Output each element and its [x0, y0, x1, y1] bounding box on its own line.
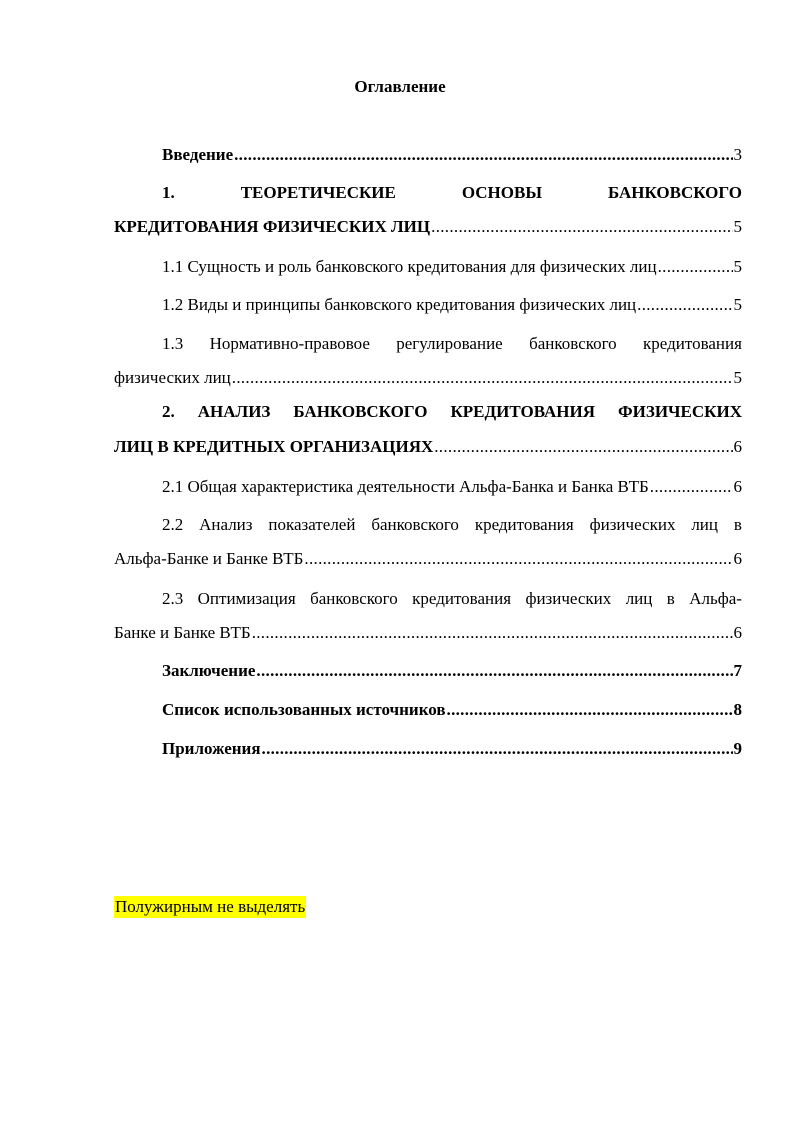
toc-entry-appendices[interactable] — [114, 734, 742, 768]
dot-leader — [262, 734, 733, 764]
toc-entry-page: 6 — [733, 623, 742, 642]
word: БАНКОВСКОГО — [293, 402, 428, 421]
toc-entry-2-3-line1[interactable] — [114, 584, 742, 618]
dot-leader — [658, 252, 733, 282]
word: регулирование — [396, 334, 503, 353]
toc-entry-chapter-2-line1[interactable] — [114, 397, 742, 432]
word: 2. — [162, 402, 175, 421]
toc-entry-2-2-line2[interactable] — [114, 544, 742, 584]
word: банковского — [371, 515, 459, 534]
word: Оптимизация — [197, 589, 296, 608]
toc-entry-page: 9 — [733, 739, 742, 758]
word: 2.2 — [162, 515, 184, 534]
word: 2.3 — [162, 589, 184, 608]
dot-leader — [637, 290, 732, 320]
word: ФИЗИЧЕСКИХ — [618, 402, 742, 421]
dot-leader — [434, 432, 732, 462]
toc-entry-text: 1.1 Сущность и роль банковского кредитования для физических лиц — [162, 257, 657, 276]
toc-entry-1-1[interactable] — [114, 252, 742, 290]
word: кредитования — [643, 334, 742, 353]
word: ОСНОВЫ — [461, 183, 543, 202]
word: банковского — [310, 589, 398, 608]
word: КРЕДИТОВАНИЯ — [450, 402, 596, 421]
toc-entry-introduction[interactable] — [114, 140, 742, 178]
table-of-contents — [114, 140, 742, 768]
word: Альфа- — [689, 589, 742, 608]
word: лиц — [691, 515, 719, 534]
toc-entry-text: Банке и Банке ВТБ — [114, 623, 251, 642]
word: 1. — [162, 183, 175, 202]
word: БАНКОВСКОГО — [607, 183, 742, 202]
word: в — [666, 589, 675, 608]
toc-entry-1-3-line1[interactable] — [114, 329, 742, 363]
toc-entry-text: Альфа-Банке и Банке ВТБ — [114, 549, 304, 568]
word: банковского — [529, 334, 617, 353]
toc-entry-text: КРЕДИТОВАНИЯ ФИЗИЧЕСКИХ ЛИЦ — [114, 217, 431, 236]
toc-entry-page: 5 — [733, 295, 742, 314]
dot-leader — [256, 656, 732, 686]
word: ТЕОРЕТИЧЕСКИЕ — [240, 183, 396, 202]
word: Нормативно-правовое — [209, 334, 370, 353]
word: кредитования — [412, 589, 512, 608]
toc-entry-chapter-1-line2[interactable] — [114, 212, 742, 252]
word: лиц — [625, 589, 653, 608]
toc-entry-text: ЛИЦ В КРЕДИТНЫХ ОРГАНИЗАЦИЯХ — [114, 437, 434, 456]
dot-leader — [252, 618, 733, 648]
toc-entry-text: Приложения — [162, 739, 261, 758]
toc-entry-text: 2.1 Общая характеристика деятельности Альфа-Банка и Банка ВТБ — [162, 477, 649, 496]
toc-entry-page: 6 — [733, 549, 742, 568]
word: Анализ — [199, 515, 253, 534]
toc-entry-1-2[interactable] — [114, 290, 742, 329]
toc-entry-page: 3 — [733, 145, 742, 164]
toc-entry-page: 6 — [733, 477, 742, 496]
dot-leader — [234, 140, 732, 170]
toc-entry-2-1[interactable] — [114, 472, 742, 510]
highlighted-note: Полужирным не выделять — [115, 897, 306, 916]
toc-entry-1-3-line2[interactable] — [114, 363, 742, 397]
dot-leader — [447, 695, 733, 725]
toc-entry-page: 7 — [733, 661, 742, 680]
toc-entry-chapter-2-line2[interactable] — [114, 432, 742, 472]
toc-entry-page: 5 — [733, 257, 742, 276]
toc-entry-page: 6 — [733, 437, 742, 456]
toc-entry-references[interactable] — [114, 695, 742, 734]
toc-entry-page: 5 — [733, 217, 742, 236]
toc-entry-chapter-1-line1[interactable] — [114, 178, 742, 212]
toc-entry-text: 1.2 Виды и принципы банковского кредитования физических лиц — [162, 295, 637, 314]
toc-entry-text: физических лиц — [114, 368, 231, 387]
toc-entry-text: Введение — [162, 145, 234, 164]
dot-leader — [431, 212, 732, 242]
word: АНАЛИЗ — [197, 402, 271, 421]
toc-entry-2-3-line2[interactable] — [114, 618, 742, 656]
word: кредитования — [474, 515, 574, 534]
toc-entry-text: Заключение — [162, 661, 256, 680]
word: физических — [525, 589, 612, 608]
word: в — [733, 515, 742, 534]
word: 1.3 — [162, 334, 184, 353]
toc-entry-conclusion[interactable] — [114, 656, 742, 695]
word: показателей — [268, 515, 356, 534]
dot-leader — [232, 363, 733, 393]
toc-entry-text: Список использованных источников — [162, 700, 446, 719]
dot-leader — [304, 544, 732, 574]
toc-entry-page: 8 — [733, 700, 742, 719]
toc-title: Оглавление — [354, 77, 446, 96]
toc-entry-page: 5 — [733, 368, 742, 387]
toc-entry-2-2-line1[interactable] — [114, 510, 742, 544]
word: физических — [589, 515, 676, 534]
dot-leader — [650, 472, 733, 502]
